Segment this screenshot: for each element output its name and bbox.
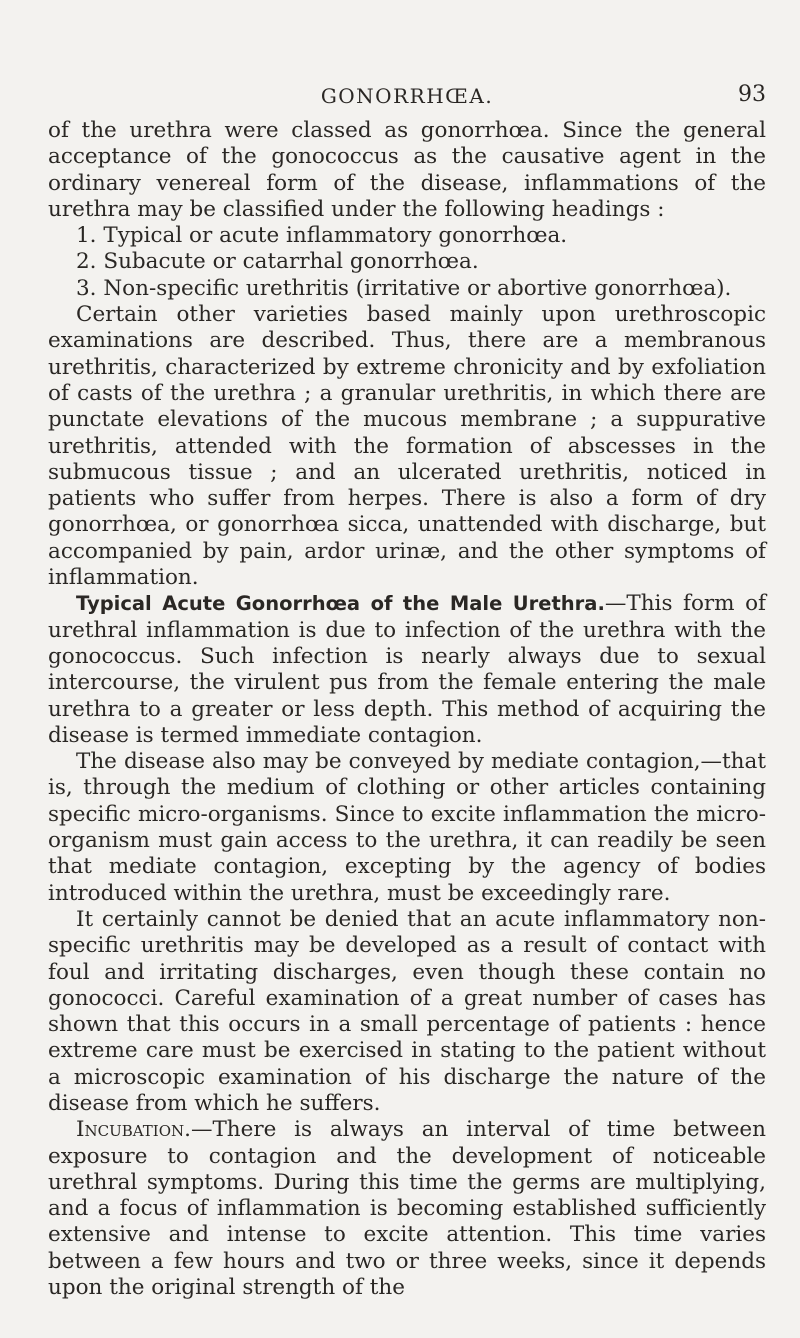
paragraph-continued: of the urethra were classed as gonorrhœa. Since the general acceptance of the gonococcus as the causative agent in the ordinary venereal form of the disease, inflammations of the urethra may be classified under the following headings : [48,118,766,222]
book-page [48,0,766,1301]
body-text [48,118,766,1301]
section-heading: Typical Acute Gonorrhœa of the Male Urethra. [76,592,605,616]
classification-item-1: 1. Typical or acute inflammatory gonorrhœa. [76,223,568,249]
incubation-text: —There is always an interval of time between exposure to contagion and the development of noticeable urethral symptoms. During this time the germs are multiplying, and a focus of inflammation is becoming established sufficiently extensive and intense to excite attention. This time varies between a few hours and two or three weeks, since it depends upon the original strength of the [48,1117,766,1301]
incubation-heading: Incubation. [76,1117,191,1143]
section-heading-text: —This form of urethral inflammation is due to infection of the urethra with the gonococcus. Such infection is nearly always due to sexual intercourse, the virulent pus from the female entering the male urethra to a greater or less depth. This method of acquiring the disease is termed immediate contagion. [48,591,766,748]
classification-item-3: 3. Non-specific urethritis (irritative or abortive gonorrhœa). [76,275,732,301]
paragraph-typical-acute [48,591,766,749]
paragraph-mediate-contagion: The disease also may be conveyed by mediate contagion,—that is, through the medium of clothing or other articles containing specific micro-organisms. Since to excite inflammation the micro-organism must gain access to the urethra, it can readily be seen that mediate contagion, excepting by the agency of bodies introduced within the urethra, must be exceedingly rare. [48,749,766,906]
paragraph-varieties: Certain other varieties based mainly upon urethroscopic examinations are described. Thus, there are a membranous urethritis, characterized by extreme chronicity and by exfoliation of casts of the urethra ; a granular urethritis, in which there are punctate elevations of the mucous membrane ; a suppurative urethritis, attended with the formation of abscesses in the submucous tissue ; and an ulcerated urethritis, noticed in patients who suffer from herpes. There is also a form of dry gonorrhœa, or gonorrhœa sicca, unattended with discharge, but accompanied by pain, ardor urinæ, and the other symptoms of inflammation. [48,302,766,591]
classification-item-2: 2. Subacute or catarrhal gonorrhœa. [76,249,479,275]
paragraph-non-specific: It certainly cannot be denied that an acute inflammatory non-specific urethritis may be developed as a result of contact with foul and irritating discharges, even though these contain no gonococci. Careful examination of a great number of cases has shown that this occurs in a small percentage of patients : hence extreme care must be exercised in stating to the patient without a microscopic examination of his discharge the nature of the disease from which he suffers. [48,906,766,1116]
paragraph-incubation [48,1117,766,1301]
running-title: GONORRHŒA. [320,84,494,108]
running-header [48,0,766,118]
page-number: 93 [738,82,766,107]
